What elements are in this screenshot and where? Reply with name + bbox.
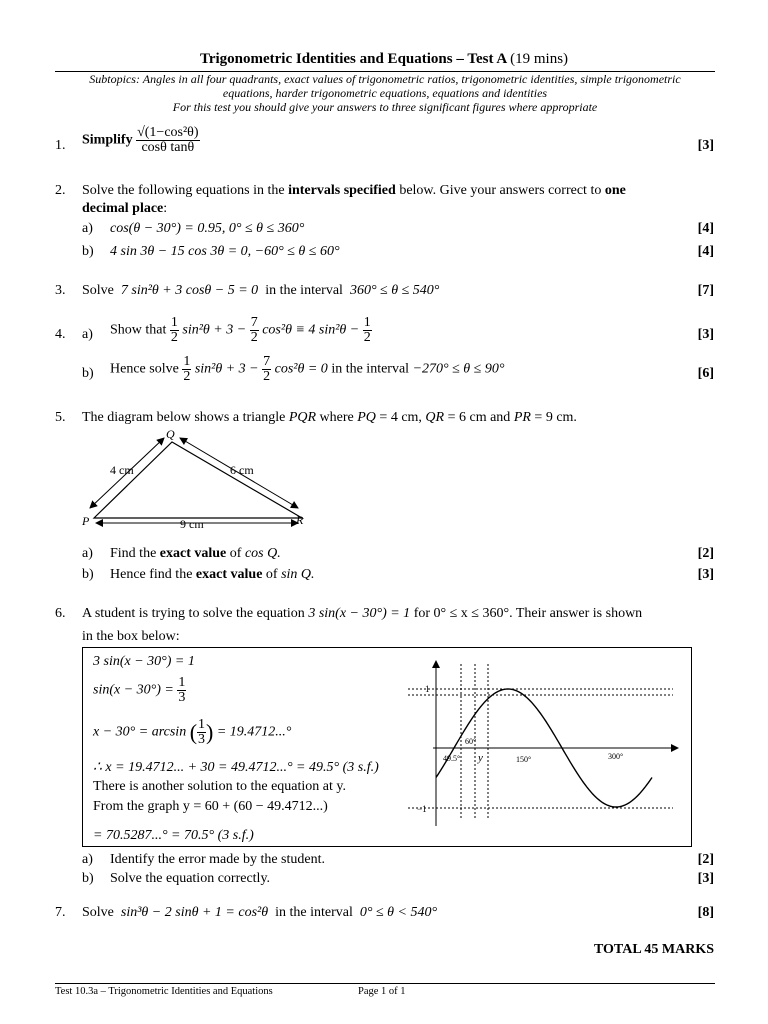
box-line-7: = 70.5287...° = 70.5° (3 s.f.) [93, 828, 254, 843]
q2-intro: Solve the following equations in the intervals specified below. Give your answers correct to one [82, 183, 626, 198]
q6a-label: a) [82, 852, 93, 867]
q6b-label: b) [82, 871, 94, 886]
q1-body [82, 126, 200, 155]
vertex-p: P [82, 514, 90, 528]
q1-numerator: √(1−cos²θ) [137, 125, 199, 140]
q1-label: Simplify [82, 132, 133, 148]
q2b-marks: [4] [697, 244, 714, 259]
q4b-marks: [6] [697, 366, 714, 381]
instruction-line: For this test you should give your answers to three significant figures where appropriate [172, 100, 598, 114]
q7-marks: [8] [697, 905, 714, 920]
box-line-3: x − 30° = arcsin ( $\frac{1}{3}$ ) = 19.4712...° [93, 717, 292, 747]
box-line-4: ∴ x = 19.4712... + 30 = 49.4712...° = 49.5° (3 s.f.) [93, 760, 379, 775]
q6b-text: Solve the equation correctly. [110, 871, 271, 886]
q2-number: 2. [55, 183, 66, 198]
vertex-q: Q [166, 428, 175, 441]
q4-number: 4. [55, 327, 66, 342]
q1-fraction [136, 126, 199, 155]
q2b-label: b) [82, 244, 94, 259]
q6a-marks: [2] [697, 852, 714, 867]
q2a-marks: [4] [697, 221, 714, 236]
q6-line1: A student is trying to solve the equation 3 sin(x − 30°) = 1 for 0° ≤ x ≤ 360°. Their answer is shown [82, 606, 643, 621]
box-line-6: From the graph y = 60 + (60 − 49.4712...) [93, 799, 328, 814]
label-qr: 6 cm [230, 463, 254, 477]
q5b-label: b) [82, 567, 94, 582]
title-duration: (19 mins) [510, 51, 569, 67]
q5a-label: a) [82, 546, 93, 561]
student-answer-box [82, 647, 692, 847]
q6a-text: Identify the error made by the student. [110, 852, 325, 867]
q2b-equation: 4 sin 3θ − 15 cos 3θ = 0, −60° ≤ θ ≤ 60° [110, 244, 340, 259]
box-line-5: There is another solution to the equation at y. [93, 779, 346, 794]
q1-marks: [3] [697, 138, 714, 153]
q1-number: 1. [55, 138, 66, 153]
q7-equation: sin³θ − 2 sinθ + 1 = cos²θ [120, 905, 269, 920]
subtopics-line-2: equations, harder trigonometric equations, equations and identities [222, 86, 548, 100]
box-line-2: sin(x − 30°) = $\frac{1}{3}$ [93, 675, 186, 705]
label-y: y [478, 752, 483, 764]
q2a-label: a) [82, 221, 93, 236]
label-60: 60° [465, 737, 477, 746]
q4b-body: Hence solve $\frac{1}{2}$ sin²θ + 3 − $\frac{7}{2}$ cos²θ = 0 in the interval −270° ≤ θ ≤ 90° [110, 354, 505, 384]
subtopics-line-1: Subtopics: Angles in all four quadrants, exact values of trigonometric ratios, trigonometric identities, simple trigonometric [89, 72, 681, 86]
footer-left: Test 10.3a – Trigonometric Identities and Equations [55, 986, 273, 997]
label-neg1: −1 [417, 804, 427, 814]
q4a-label: a) [82, 327, 93, 342]
label-1: 1 [425, 684, 430, 694]
label-495: 49.5° [443, 754, 461, 763]
q7-interval: 0° ≤ θ < 540° [359, 905, 438, 920]
q4b-label: b) [82, 366, 94, 381]
label-pq: 4 cm [110, 463, 134, 477]
q3-body: Solve 7 sin²θ + 3 cosθ − 5 = 0 in the interval 360° ≤ θ ≤ 540° [82, 283, 440, 298]
q5-body: The diagram below shows a triangle PQR where PQ = 4 cm, QR = 6 cm and PR = 9 cm. [82, 410, 577, 425]
page-title [0, 51, 768, 68]
q5a-marks: [2] [697, 546, 714, 561]
q2a-equation: cos(θ − 30°) = 0.95, 0° ≤ θ ≤ 360° [110, 221, 305, 236]
q3-number: 3. [55, 283, 66, 298]
title-text: Trigonometric Identities and Equations – Test A [199, 51, 507, 67]
total-marks: TOTAL 45 MARKS [593, 942, 714, 957]
triangle-diagram [80, 428, 320, 534]
q1-denominator: cosθ tanθ [141, 140, 195, 155]
q4a-body: Show that $\frac{1}{2}$ sin²θ + 3 − $\frac{7}{2}$ cos²θ ≡ 4 sin²θ − $\frac{1}{2}$ [110, 315, 371, 345]
footer-rule [55, 983, 715, 984]
q6b-marks: [3] [697, 871, 714, 886]
triangle-shape [94, 442, 302, 518]
label-pr: 9 cm [180, 517, 204, 531]
q3-interval: 360° ≤ θ ≤ 540° [349, 283, 440, 298]
q7-body: Solve sin³θ − 2 sinθ + 1 = cos²θ in the interval 0° ≤ θ < 540° [82, 905, 438, 920]
q5b-marks: [3] [697, 567, 714, 582]
sine-graph [403, 658, 688, 833]
q5-number: 5. [55, 410, 66, 425]
q6-number: 6. [55, 606, 66, 621]
q5a-text: Find the exact value of cos Q. [110, 546, 281, 561]
box-line-1: 3 sin(x − 30°) = 1 [93, 654, 195, 669]
q3-equation: 7 sin²θ + 3 cosθ − 5 = 0 [120, 283, 259, 298]
label-300: 300° [608, 752, 624, 761]
vertex-r: R [296, 513, 304, 527]
label-150: 150° [516, 755, 532, 764]
q3-marks: [7] [697, 283, 714, 298]
q2-intro-line2: decimal place: [82, 201, 168, 216]
q6-line2: in the box below: [82, 629, 180, 644]
q4a-marks: [3] [697, 327, 714, 342]
q7-number: 7. [55, 905, 66, 920]
q5b-text: Hence find the exact value of sin Q. [110, 567, 315, 582]
footer-page: Page 1 of 1 [358, 986, 406, 997]
